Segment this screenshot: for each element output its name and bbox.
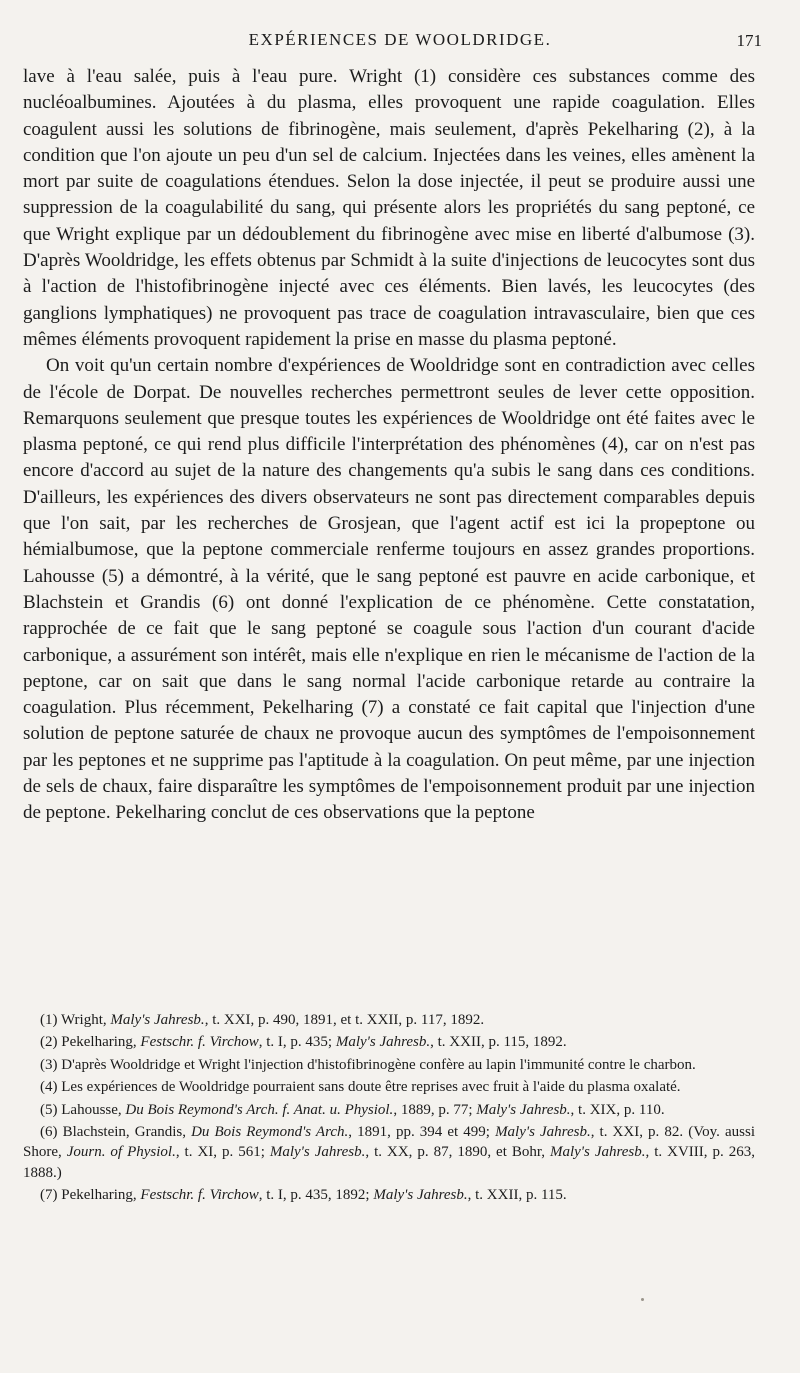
footnote-citation-title: Journ. of Physiol.: [66, 1144, 176, 1161]
footnote-text: , t. XXI, p. 82. (Voy. aussi Shore,: [23, 1124, 755, 1161]
footnote-text: , 1889, p. 77;: [393, 1101, 477, 1118]
paragraph: lave à l'eau salée, puis à l'eau pure. Wright (1) considère ces substances comme des nucléoalbumines. Ajoutées à du plasma, elles provoquent une rapide coagulation. Elles coagulent aussi les solutions de fibrinogène, mais seulement, d'après Pekelharing (2), à la condition que l'on ajoute un peu d'un sel de calcium. Injectées dans les veines, elles amènent la mort par suite de coagulations étendues. Selon la dose injectée, il peut se produire aussi une suppression de la coagulabilité du sang, qui présente alors les propriétés du sang peptoné, ce que Wright explique par un dédoublement du fibrinogène avec mise en liberté d'albumose (3). D'après Wooldridge, les effets obtenus par Schmidt à la suite d'injections de leucocytes sont dus à l'action de l'histofibrinogène injecté avec ces éléments. Bien lavés, les leucocytes (des ganglions lymphatiques) ne provoquent pas trace de coagulation intravasculaire, bien que ces mêmes éléments provoquent rapidement la prise en masse du plasma peptoné.: [23, 66, 755, 350]
footnote-text: Pekelharing,: [57, 1187, 141, 1204]
paper-speck: [641, 1298, 644, 1301]
footnote-text: , t. XXII, p. 115.: [467, 1187, 567, 1204]
footnote-text: , t. XVIII, p. 263, 1888.): [23, 1144, 755, 1181]
page-number: 171: [736, 31, 762, 50]
footnote-text: Lahousse,: [57, 1101, 126, 1118]
footnote-text: , t. XX, p. 87, 1890, et Bohr,: [365, 1144, 550, 1161]
footnote-citation-title: Festschr. f. Virchow: [140, 1187, 259, 1204]
footnote-citation-title: Maly's Jahresb.: [549, 1144, 646, 1161]
footnote-mark: (7): [40, 1187, 58, 1204]
footnote: [23, 1100, 755, 1120]
footnote-mark: (1): [40, 1012, 58, 1028]
footnote: [23, 1185, 755, 1205]
footnote-citation-title: Maly's Jahresb.: [269, 1144, 366, 1161]
footnote-mark: (3): [40, 1056, 58, 1073]
running-head: [0, 30, 800, 54]
footnote-text: Pekelharing,: [57, 1034, 141, 1051]
footnote-citation-title: Du Bois Reymond's Arch. f. Anat. u. Physiol.: [125, 1101, 394, 1118]
footnote-text: , t. I, p. 435;: [258, 1034, 336, 1051]
paragraph: On voit qu'un certain nombre d'expériences de Wooldridge sont en contradiction avec celles de l'école de Dorpat. De nouvelles recherches permettront seules de lever cette opposition. Remarquons seulement que presque toutes les expériences de Wooldridge ont été faites avec le plasma peptoné, ce qui rend plus difficile l'interprétation des phénomènes (4), car on n'est pas encore d'accord au sujet de la nature des changements qu'a subis le sang dans ces conditions. D'ailleurs, les expériences des divers observateurs ne sont pas directement comparables depuis que l'on sait, par les recherches de Grosjean, que l'agent actif est ici la propeptone ou hémialbumose, que la peptone commerciale renferme toujours en assez grandes proportions. Lahousse (5) a démontré, à la vérité, que le sang peptoné est pauvre en acide carbonique, et Blachstein et Grandis (6) ont donné l'explication de ce phénomène. Cette constatation, rapprochée de ce fait que le sang peptoné se coagule sous l'action d'un courant d'acide carbonique, a assurément son intérêt, mais elle n'explique en rien le mécanisme de l'action de la peptone, car on sait que dans le sang normal l'acide carbonique retarde au contraire la coagulation. Plus récemment, Pekelharing (7) a constaté ce fait capital que l'injection d'une solution de peptone saturée de chaux ne provoque aucun des symptômes de l'empoisonnement par les peptones et ne supprime pas l'aptitude à la coagulation. On peut même, par une injection de sels de chaux, faire disparaître les symptômes de l'empoisonnement produit par une injection de peptone. Pekelharing conclut de ces observations que la peptone: [23, 355, 755, 824]
footnote: [23, 1077, 755, 1097]
body-text: [23, 64, 755, 827]
footnote-text: Wright,: [57, 1012, 111, 1028]
footnote-text: , 1891, pp. 394 et 499;: [348, 1124, 496, 1141]
footnote-mark: (5): [40, 1101, 58, 1118]
footnotes: [23, 1010, 755, 1208]
footnote-text: , t. I, p. 435, 1892;: [258, 1187, 374, 1204]
footnote-mark: (6): [40, 1124, 58, 1141]
footnote-mark: (2): [40, 1034, 58, 1051]
footnote-text: D'après Wooldridge et Wright l'injection d'histofibrinogène confère au lapin l'immunité contre le charbon.: [57, 1056, 696, 1073]
footnote-citation-title: Du Bois Reymond's Arch.: [191, 1124, 349, 1141]
footnote-text: , t. XXI, p. 490, 1891, et t. XXII, p. 117, 1892.: [204, 1012, 485, 1028]
footnote-text: Blachstein, Grandis,: [57, 1124, 192, 1141]
footnote-citation-title: Maly's Jahresb.: [476, 1101, 571, 1118]
footnote-mark: (4): [40, 1079, 58, 1096]
footnote-text: Les expériences de Wooldridge pourraient sans doute être reprises avec fruit à l'aide du plasma oxalaté.: [57, 1079, 681, 1096]
footnote-citation-title: Maly's Jahresb.: [335, 1034, 431, 1051]
footnote-text: , t. XXII, p. 115, 1892.: [430, 1034, 567, 1051]
footnote: [23, 1055, 755, 1075]
footnote-citation-title: Festschr. f. Virchow: [140, 1034, 259, 1051]
footnote-citation-title: Maly's Jahresb.: [495, 1124, 591, 1141]
footnote-text: , t. XI, p. 561;: [175, 1144, 270, 1161]
footnote-citation-title: Maly's Jahresb.: [373, 1187, 468, 1204]
footnote: [23, 1122, 755, 1183]
footnote: [23, 1032, 755, 1052]
running-title: EXPÉRIENCES DE WOOLDRIDGE.: [248, 30, 552, 49]
footnote-text: , t. XIX, p. 110.: [570, 1101, 665, 1118]
footnote-citation-title: Maly's Jahresb.: [110, 1012, 205, 1028]
footnote: [23, 1010, 755, 1030]
